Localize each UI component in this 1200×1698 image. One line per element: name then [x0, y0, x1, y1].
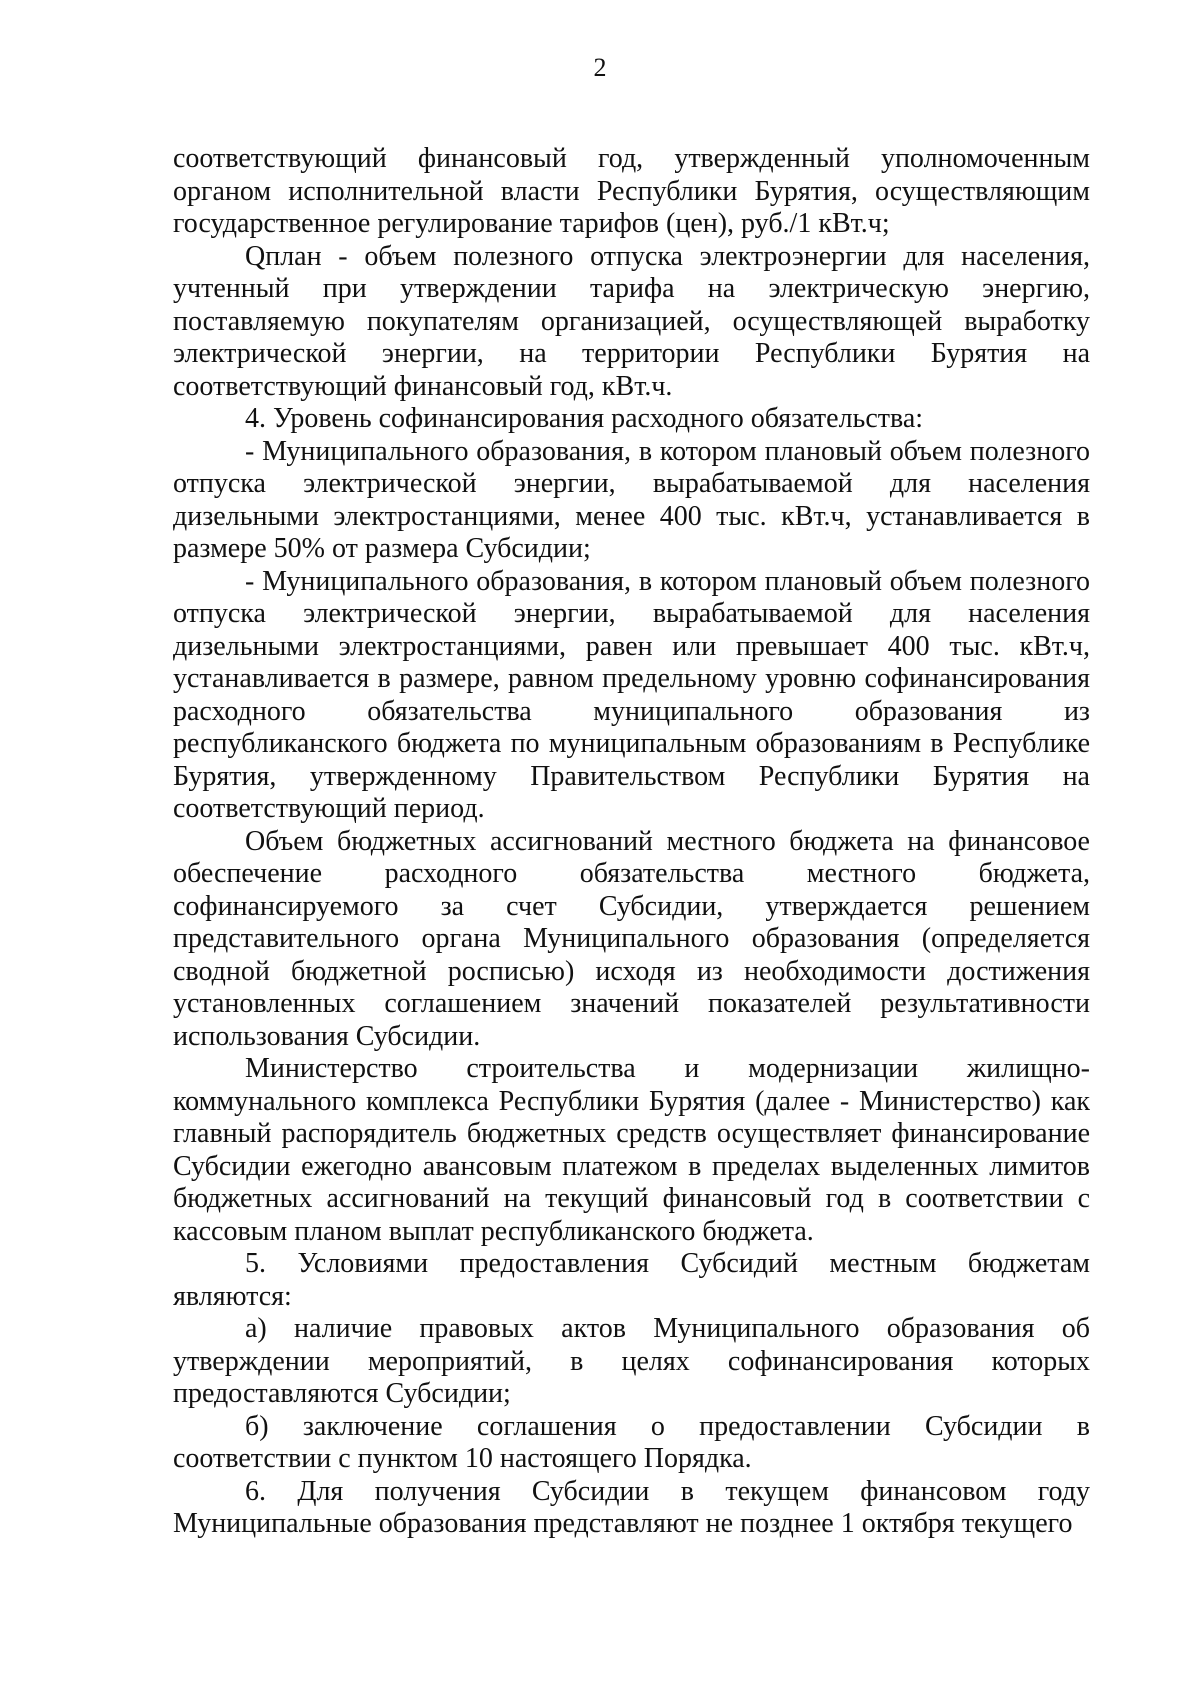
document-body [173, 143, 1090, 1541]
paragraph-3: 4. Уровень софинансирования расходного обязательства: [245, 403, 924, 434]
paragraph-2: Qплан - объем полезного отпуска электроэнергии для населения, учтенный при утверждении тарифа на электрическую энергию, поставляемую покупателям организацией, осуществляющей выработку электрической энергии, на территории Республики Бурятия на соответствующий финансовый год, кВт.ч. [173, 240, 1090, 402]
paragraph-5: - Муниципального образования, в котором плановый объем полезного отпуска электрической энергии, вырабатываемой для населения дизельными электростанциями, равен или превышает 400 тыс. кВт.ч, устанавливается в размере, равном предельному уровню софинансирования расходного обязательства муниципального образования из республиканского бюджета по муниципальным образованиям в Республике Бурятия, утвержденному Правительством Республики Бурятия на соответствующий период. [173, 565, 1090, 824]
paragraph-6: Объем бюджетных ассигнований местного бюджета на финансовое обеспечение расходного обязательства местного бюджета, софинансируемого за счет Субсидии, утверждается решением представительного органа Муниципального образования (определяется сводной бюджетной росписью) исходя из необходимости достижения установленных соглашением значений показателей результативности использования Субсидии. [173, 825, 1090, 1052]
paragraph-9: а) наличие правовых актов Муниципального образования об утверждении мероприятий, в целях софинансирования которых предоставляются Субсидии; [173, 1313, 1090, 1409]
paragraph-1: соответствующий финансовый год, утвержденный уполномоченным органом исполнительной власти Республики Бурятия, осуществляющим государственное регулирование тарифов (цен), руб./1 кВт.ч; [173, 143, 1090, 239]
page-number: 2 [593, 53, 607, 82]
paragraph-8: 5. Условиями предоставления Субсидий местным бюджетам являются: [173, 1248, 1090, 1312]
paragraph-11: 6. Для получения Субсидии в текущем финансовом году Муниципальные образования представляют не позднее 1 октября текущего [173, 1475, 1090, 1539]
paragraph-7: Министерство строительства и модернизации жилищно-коммунального комплекса Республики Бурятия (далее - Министерство) как главный распорядитель бюджетных средств осуществляет финансирование Субсидии ежегодно авансовым платежом в пределах выделенных лимитов бюджетных ассигнований на текущий финансовый год в соответствии с кассовым планом выплат республиканского бюджета. [173, 1053, 1090, 1247]
paragraph-4: - Муниципального образования, в котором плановый объем полезного отпуска электрической энергии, вырабатываемой для населения дизельными электростанциями, менее 400 тыс. кВт.ч, устанавливается в размере 50% от размера Субсидии; [173, 435, 1090, 564]
paragraph-10: б) заключение соглашения о предоставлении Субсидии в соответствии с пунктом 10 настоящего Порядка. [173, 1410, 1090, 1474]
